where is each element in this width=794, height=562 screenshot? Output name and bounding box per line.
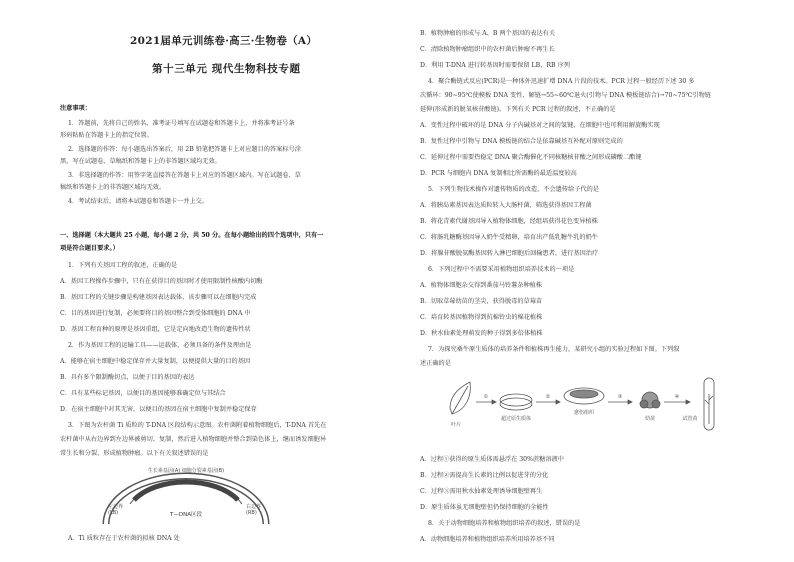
- section-heading: 一、选择题（本大题共 25 小题，每小题 2 分，共 50 分。在每小题给出的四个选项中，只有一: [60, 232, 324, 239]
- question-1: 1．下列有关基因工程的叙述，正确的是: [68, 262, 178, 269]
- exam-title: 2021届单元训练卷·高三·生物卷（A）: [130, 35, 318, 47]
- option-line: B．具有多个限制酶切点，以便于目的基因的表达: [60, 374, 195, 381]
- option-line: A．Ti 质粒存在于农杆菌的拟核 DNA 处: [68, 535, 180, 542]
- step-mark: ①: [483, 394, 489, 400]
- option-line: C．具有某些标记基因，以便目的基因能够准确定位与其结合: [60, 390, 226, 397]
- option-line: B．将花青素代谢基因导入植物体细胞，经组培获得花色变异植株: [420, 218, 598, 225]
- note-line: 2．选择题的作答：每小题选出答案后，用 2B 铅笔把答题卡上对应题目的答案标号涂: [68, 146, 301, 153]
- option-line: A．能够在宿主细胞中稳定保存并大量复制，以便提供大量的目的基因: [60, 358, 251, 365]
- flow-label: 超过原生质体: [500, 416, 532, 422]
- question-2: 2．作为基因工程的运输工具——运载体，必须具备的条件及理由是: [68, 342, 252, 349]
- option-line: B．切取草莓幼苗的茎尖，获得脱毒的草莓苗: [420, 298, 543, 305]
- flow-label: 幼苗: [644, 416, 656, 422]
- right-border-abbr: (RB): [246, 510, 257, 516]
- option-line: B．复性过程中引物与 DNA 模板链的结合是依靠碱基互补配对原则完成的: [420, 138, 623, 145]
- protoplast-flow-figure: [438, 374, 738, 446]
- note-line: 稿纸和答题卡上的非答题区域均无效。: [60, 184, 166, 191]
- question-3: 3．下图为农杆菌 Ti 质粒的 T-DNA 区段结构示意图。农杆菌附着植物细胞后，T-DNA 首先在: [68, 422, 327, 429]
- question-6: 6．下列过程中不需要采用植物组织培养技术的一项是: [428, 266, 575, 273]
- option-line: A．变性过程中破坏的是 DNA 分子内碱基对之间的氢键，在细胞中也可利用解旋酶实现: [420, 122, 660, 129]
- option-line: D．PCR 与细胞内 DNA 复制相比所需酶的最适温度较高: [420, 170, 577, 177]
- note-line: 3．非选择题的作答：用签字笔直接答在答题卡上对应的答题区域内。写在试题卷、草: [68, 172, 301, 179]
- step-mark: ④: [674, 394, 680, 400]
- unit-subtitle: 第十三单元 现代生物科技专题: [152, 63, 301, 75]
- option-line: A．过程①获得的原生质体需悬浮在 30%蔗糖溶液中: [420, 456, 564, 463]
- option-line: B．过程②需提高生长素的比例以促进芽的分化: [420, 472, 549, 479]
- flow-label: 叶片: [450, 422, 462, 428]
- flow-label: 试管苗: [682, 416, 698, 422]
- section-heading-cont: 项是符合题目要求。）: [60, 245, 119, 252]
- ti-plasmid-figure: [86, 464, 286, 528]
- flow-label: 愈伤组织: [573, 410, 595, 416]
- question-7: 7．为探究桑牛原生质体的培养条件和植株再生能力，某研究小组的实验过程如下图。下列叙: [428, 346, 680, 353]
- option-line: B．基因工程的关键步骤是构建基因表达载体，该步骤可以在细胞内完成: [60, 294, 257, 301]
- option-line: A．动物细胞培养和植物组织培养所用培养基不同: [420, 536, 555, 543]
- question-5: 5．下列生物技术操作对遗传物质的改造，不会遗传给子代的是: [428, 186, 599, 193]
- option-line: C．过程③需用秋水仙素处理诱导细胞壁再生: [420, 488, 543, 495]
- option-line: D．基因工程育种的原理是基因重组，它是定向地改造生物的遗传性状: [60, 326, 251, 333]
- option-line: D．秋水仙素处理萌发的种子得到多倍体植株: [420, 330, 543, 337]
- question-4: 4．聚合酶链式反应(PCR)是一种体外迅速扩增 DNA 片段的技术。PCR 过程一般经历下述 30 多: [428, 78, 695, 85]
- option-line: A．植物体细胞杂交得到番茄马铃薯杂种植株: [420, 282, 543, 289]
- option-line: D．将腺苷酸脱氨酶基因转入淋巴细胞后回输患者，进行基因治疗: [420, 250, 599, 257]
- question-3-cont: 常生长和分裂，形成植物肿瘤。以下有关叙述错误的是: [60, 450, 209, 457]
- note-line: 形码粘贴在答题卡上的指定位置。: [60, 132, 153, 139]
- option-line: C．延伸过程中需要热稳定 DNA 聚合酶催化不同核糖核苷酸之间形成磷酸二酯键: [420, 154, 642, 161]
- option-line: A．将胰岛素基因表达质粒转入大肠杆菌，筛选获得基因工程菌: [420, 202, 592, 209]
- question-3-cont: 农杆菌中从右边界到左边界被剪切、复制，然后进入植物细胞并整合到染色体上，继而诱发细胞异: [60, 436, 327, 443]
- notes-heading: 注意事项：: [60, 105, 91, 112]
- gene-label: 生长素基因(A) 细胞分裂素基因(B): [147, 468, 225, 474]
- question-8: 8．关于动物细胞培养和植物组织培养的叙述，错误的是: [428, 520, 581, 527]
- option-line: C．培育转基因植物得到抗棉铃虫的棉花植株: [420, 314, 543, 321]
- question-7-cont: 述正确的是: [420, 360, 451, 367]
- step-mark: ③: [617, 394, 623, 400]
- option-line: B．植物肿瘤的形成与 A、B 两个基因的表达有关: [420, 30, 556, 37]
- question-4-cont: 次循环：90~95℃使模板 DNA 变性、解链→55~60℃退火(引物与 DNA 模板链结合)→70~75℃引物链: [420, 92, 711, 99]
- left-border-abbr: (LB): [108, 510, 119, 516]
- right-border-label: 右边界: [246, 504, 262, 510]
- option-line: C．目的基因进行复制，必须要将目的基因整合到受体细胞的 DNA 中: [60, 310, 251, 317]
- option-line: C．清除植物肿瘤组织中的农杆菌后肿瘤不再生长: [420, 46, 555, 53]
- option-line: C．将肠乳糖酶基因导入奶牛受精卵，培育出产低乳糖牛乳的奶牛: [420, 234, 598, 241]
- option-line: D．原生质体虽无细胞壁但仍保持细胞的全能性: [420, 504, 549, 511]
- tdna-label: T—DNA区段: [170, 512, 202, 518]
- option-line: D．利用 T-DNA 进行转基因时需要保留 LB、RB 序列: [420, 62, 570, 69]
- note-line: 1．答题前，先将自己的姓名、准考证号填写在试题卷和答题卡上，并将准考证号条: [68, 120, 295, 127]
- note-line: 4．考试结束后，请将本试题卷和答题卡一并上交。: [68, 198, 209, 205]
- step-mark: ②: [545, 394, 551, 400]
- note-line: 黑，写在试题卷、草稿纸和答题卡上的非答题区域均无效。: [60, 158, 221, 165]
- left-border-label: 左边界: [108, 504, 124, 510]
- option-line: A．基因工程操作步骤中，只有在获得目的基因时才使用限制性核酸内切酶: [60, 278, 263, 285]
- question-4-cont: 延伸(形成新的脱氧核苷酸链)。下列有关 PCR 过程的叙述，不正确的是: [420, 106, 616, 113]
- option-line: D．在宿主细胞中对其无害，以便目的基因在宿主细胞中复制并稳定保存: [60, 406, 257, 413]
